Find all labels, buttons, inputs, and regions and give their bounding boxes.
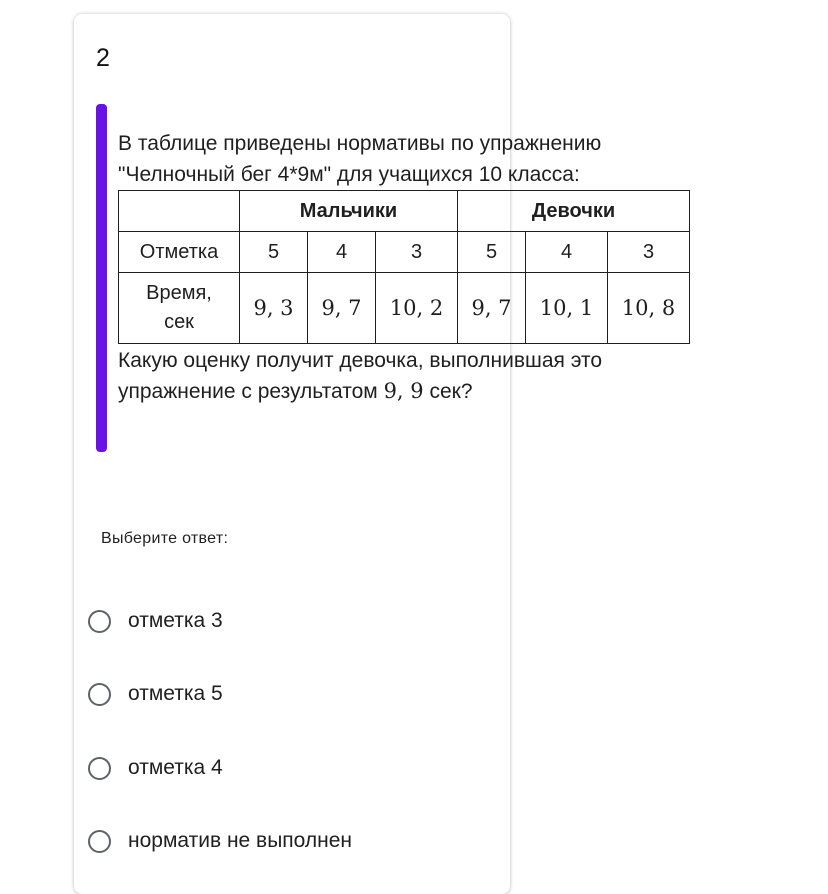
time-cell: 9, 7 <box>308 273 376 344</box>
time-cell: 10, 1 <box>526 273 608 344</box>
question-text-line-2: "Челночный бег 4*9м" для учащихся 10 класса: <box>118 163 580 186</box>
answer-option[interactable] <box>86 604 223 638</box>
radio-unchecked-icon[interactable] <box>88 610 111 633</box>
group-girls-header: Девочки <box>458 191 690 232</box>
time-label-line-2: сек <box>164 311 194 333</box>
grade-cell: 4 <box>526 232 608 273</box>
time-cell: 9, 7 <box>458 273 526 344</box>
answer-option[interactable] <box>86 677 223 711</box>
grade-cell: 5 <box>458 232 526 273</box>
table-header-row <box>119 191 690 232</box>
grade-cell: 4 <box>308 232 376 273</box>
question-text <box>118 128 698 190</box>
question-accent-bar <box>96 104 107 452</box>
option-label: норматив не выполнен <box>128 829 353 852</box>
option-label: отметка 5 <box>128 682 223 705</box>
question-text-line-1: В таблице приведены нормативы по упражнению <box>118 132 602 155</box>
grade-cell: 3 <box>376 232 458 273</box>
answer-option[interactable] <box>86 824 352 858</box>
time-label-line-1: Время, <box>146 282 212 304</box>
radio-unchecked-icon[interactable] <box>88 830 111 853</box>
question-number: 2 <box>96 44 110 72</box>
time-cell: 10, 8 <box>608 273 690 344</box>
table-time-row <box>119 273 690 344</box>
answer-option[interactable] <box>86 751 223 785</box>
answer-prompt: Выберите ответ: <box>101 530 229 547</box>
radio-unchecked-icon[interactable] <box>88 683 111 706</box>
followup-value: 9, 9 <box>383 379 424 403</box>
group-boys-header: Мальчики <box>240 191 458 232</box>
table-grade-row <box>119 232 690 273</box>
option-label: отметка 3 <box>128 609 223 632</box>
question-followup <box>118 345 678 407</box>
followup-prefix: Какую оценку получит девочка, выполнившая это упражнение с результатом <box>118 349 603 403</box>
norms-table <box>118 190 690 344</box>
time-cell: 10, 2 <box>376 273 458 344</box>
grade-cell: 5 <box>240 232 308 273</box>
radio-unchecked-icon[interactable] <box>88 757 111 780</box>
time-cell: 9, 3 <box>240 273 308 344</box>
option-label: отметка 4 <box>128 756 223 779</box>
followup-suffix: сек? <box>429 380 473 403</box>
grade-row-label: Отметка <box>119 232 240 273</box>
time-row-label <box>119 273 240 344</box>
table-corner-cell <box>119 191 240 232</box>
grade-cell: 3 <box>608 232 690 273</box>
